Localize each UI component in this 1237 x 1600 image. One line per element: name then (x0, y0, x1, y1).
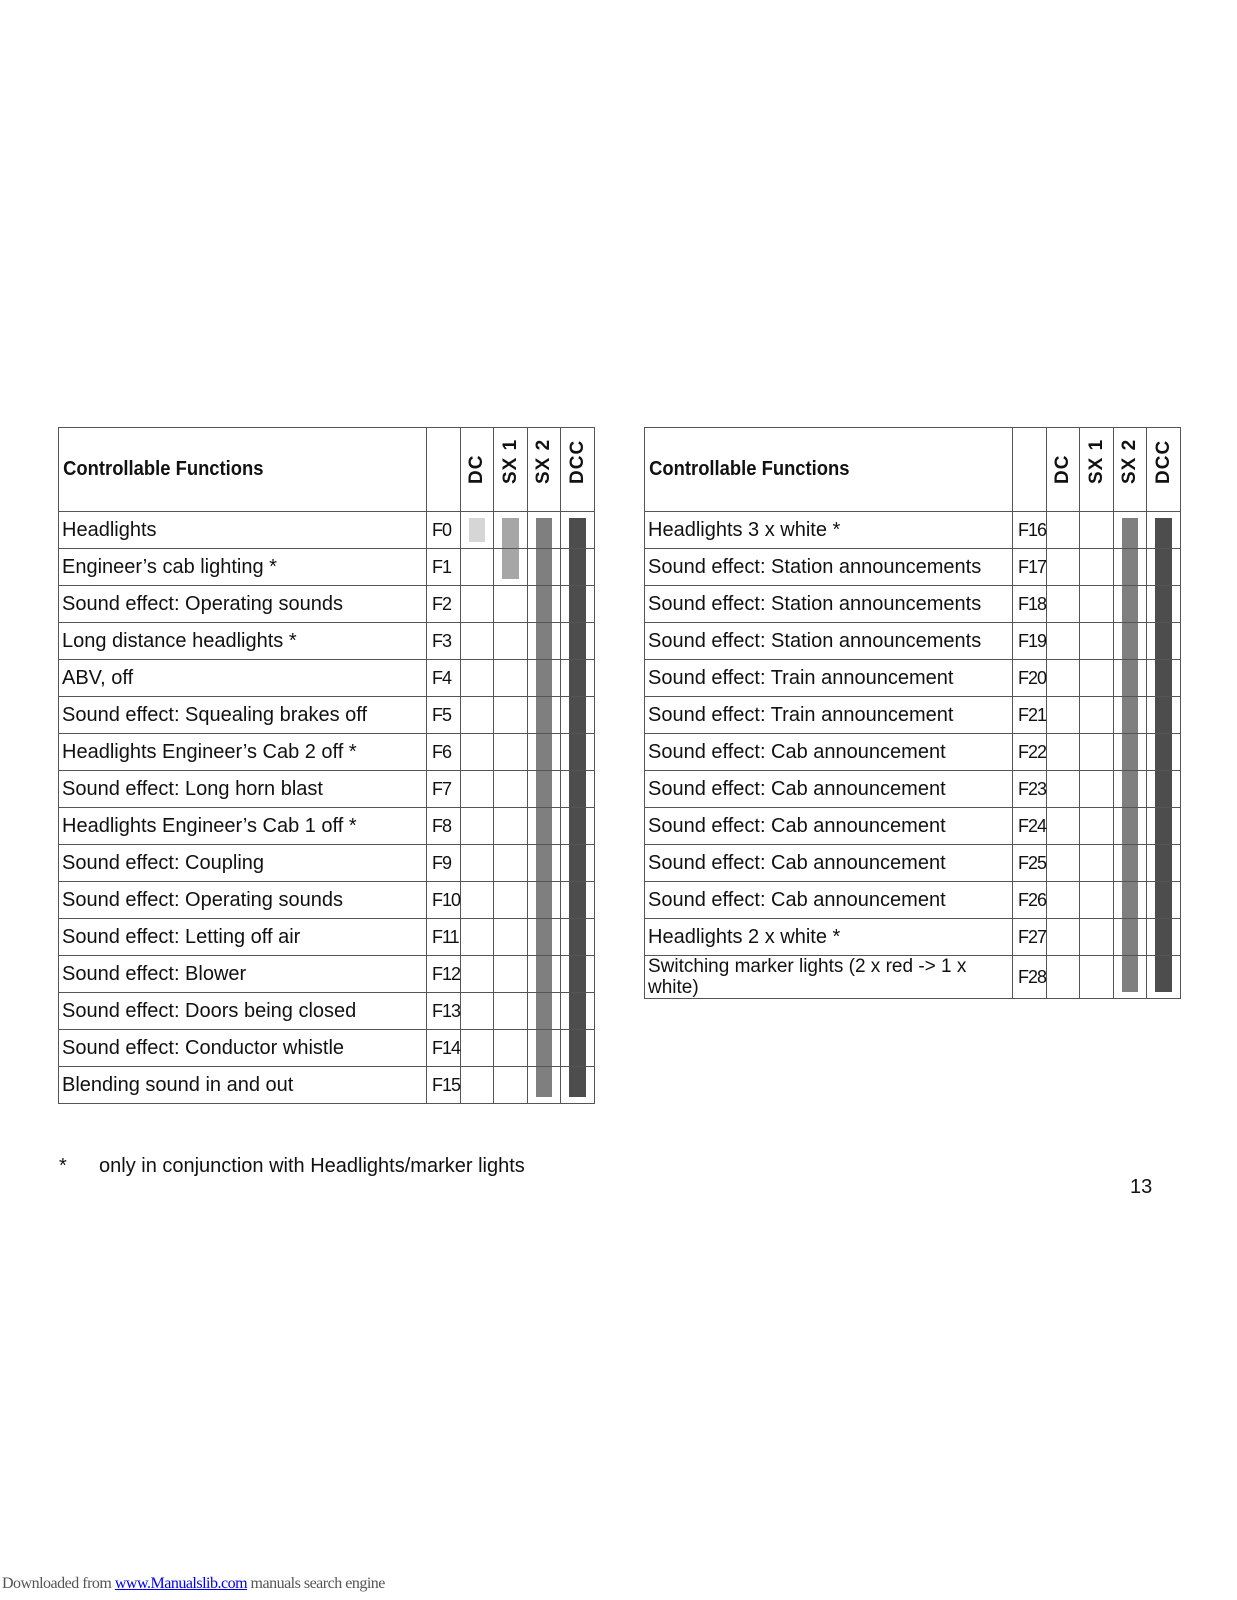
mode-cell-dc (1047, 549, 1080, 586)
support-bar-dcc (1155, 956, 1172, 992)
mode-cell-sx1 (1080, 919, 1114, 956)
mode-cell-sx2 (528, 549, 561, 586)
support-bar-dcc (1155, 771, 1172, 807)
mode-cell-dcc (561, 771, 595, 808)
function-code: F4 (427, 660, 461, 697)
mode-cell-dcc (561, 660, 595, 697)
function-name: Sound effect: Squealing brakes off (59, 697, 427, 734)
support-bar-dcc (569, 882, 586, 918)
support-bar-dcc (1155, 808, 1172, 844)
mode-cell-sx1 (1080, 882, 1114, 919)
mode-cell-sx2 (1114, 919, 1147, 956)
table-header-functions: Controllable Functions (59, 428, 398, 512)
footnote-mark: * (59, 1155, 67, 1177)
table-row (59, 623, 595, 660)
mode-cell-dc (461, 549, 494, 586)
function-code: F0 (427, 512, 461, 549)
table-row (59, 993, 595, 1030)
function-code: F18 (1013, 586, 1047, 623)
support-bar-dcc (1155, 660, 1172, 696)
function-name: Sound effect: Cab announcement (645, 808, 1013, 845)
footnote-text: only in conjunction with Headlights/marker lights (99, 1155, 525, 1177)
table-row (59, 1030, 595, 1067)
mode-cell-sx2 (1114, 549, 1147, 586)
functions-table-left (58, 427, 595, 1104)
mode-cell-sx2 (1114, 697, 1147, 734)
support-bar-sx2 (536, 808, 552, 844)
support-bar-sx2 (1122, 808, 1138, 844)
function-code: F26 (1013, 882, 1047, 919)
support-bar-dcc (1155, 586, 1172, 622)
support-bar-dcc (569, 1067, 586, 1097)
function-name: Sound effect: Operating sounds (59, 882, 427, 919)
support-bar-sx2 (536, 586, 552, 622)
function-code: F22 (1013, 734, 1047, 771)
manualslib-link[interactable]: www.Manualslib.com (114, 1575, 248, 1592)
support-bar-dcc (569, 1030, 586, 1066)
column-header-dc: DC (461, 428, 494, 512)
support-bar-sx2 (1122, 549, 1138, 585)
support-bar-dcc (569, 919, 586, 955)
table-row (59, 586, 595, 623)
mode-cell-dc (1047, 808, 1080, 845)
mode-cell-sx1 (494, 512, 528, 549)
function-name: Blending sound in and out (59, 1067, 427, 1104)
mode-cell-dc (461, 660, 494, 697)
support-bar-sx2 (1122, 623, 1138, 659)
function-name: Long distance headlights * (59, 623, 427, 660)
table-row (645, 956, 1181, 999)
table-row (645, 919, 1181, 956)
mode-cell-dc (1047, 956, 1080, 999)
mode-cell-sx1 (1080, 623, 1114, 660)
function-code: F27 (1013, 919, 1047, 956)
support-bar-sx2 (1122, 586, 1138, 622)
table-row (645, 808, 1181, 845)
mode-cell-dcc (1147, 734, 1181, 771)
column-header-dc: DC (1047, 428, 1080, 512)
mode-cell-sx2 (1114, 956, 1147, 999)
function-code: F5 (427, 697, 461, 734)
mode-cell-dc (1047, 623, 1080, 660)
support-bar-sx2 (536, 734, 552, 770)
function-name: Sound effect: Station announcements (645, 586, 1013, 623)
download-notice (2, 1575, 385, 1593)
mode-cell-dc (1047, 697, 1080, 734)
mode-cell-sx1 (1080, 549, 1114, 586)
mode-cell-sx1 (1080, 808, 1114, 845)
mode-cell-sx1 (494, 734, 528, 771)
mode-cell-sx1 (494, 660, 528, 697)
column-header-dcc: DCC (1147, 428, 1181, 512)
function-name: Sound effect: Cab announcement (645, 882, 1013, 919)
support-bar-dcc (569, 549, 586, 585)
mode-cell-sx1 (494, 956, 528, 993)
mode-cell-dc (1047, 919, 1080, 956)
function-code: F15 (427, 1067, 461, 1104)
support-bar-dcc (569, 771, 586, 807)
column-header-sx2: SX 2 (528, 428, 561, 512)
support-bar-sx2 (536, 845, 552, 881)
mode-cell-sx2 (1114, 734, 1147, 771)
mode-cell-dc (461, 512, 494, 549)
mode-cell-sx1 (1080, 771, 1114, 808)
mode-cell-sx2 (528, 1067, 561, 1104)
function-name: Sound effect: Blower (59, 956, 427, 993)
mode-cell-dcc (1147, 549, 1181, 586)
mode-cell-dc (1047, 771, 1080, 808)
function-name: Sound effect: Letting off air (59, 919, 427, 956)
function-name: Headlights 2 x white * (645, 919, 1013, 956)
function-code: F24 (1013, 808, 1047, 845)
support-bar-sx2 (536, 956, 552, 992)
function-name: Sound effect: Operating sounds (59, 586, 427, 623)
support-bar-sx2 (1122, 771, 1138, 807)
table-header-code (427, 428, 461, 512)
function-name: Sound effect: Coupling (59, 845, 427, 882)
support-bar-dcc (569, 586, 586, 622)
mode-cell-dcc (561, 845, 595, 882)
table-row (59, 808, 595, 845)
support-bar-dcc (1155, 845, 1172, 881)
function-code: F23 (1013, 771, 1047, 808)
function-code: F8 (427, 808, 461, 845)
mode-cell-sx2 (1114, 771, 1147, 808)
mode-cell-sx1 (1080, 734, 1114, 771)
mode-cell-sx1 (494, 623, 528, 660)
function-name: Sound effect: Conductor whistle (59, 1030, 427, 1067)
mode-cell-sx2 (528, 623, 561, 660)
function-code: F13 (427, 993, 461, 1030)
support-bar-sx2 (1122, 518, 1138, 548)
function-code: F17 (1013, 549, 1047, 586)
mode-cell-sx1 (1080, 660, 1114, 697)
mode-cell-sx2 (528, 919, 561, 956)
support-bar-sx2 (536, 697, 552, 733)
functions-table-right (644, 427, 1181, 999)
function-name: Headlights Engineer’s Cab 2 off * (59, 734, 427, 771)
mode-cell-sx1 (1080, 697, 1114, 734)
mode-cell-sx1 (494, 1030, 528, 1067)
table-header-functions: Controllable Functions (645, 428, 984, 512)
support-bar-dcc (1155, 882, 1172, 918)
mode-cell-sx2 (1114, 586, 1147, 623)
mode-cell-sx2 (1114, 623, 1147, 660)
support-bar-sx2 (536, 660, 552, 696)
table-row (645, 771, 1181, 808)
mode-cell-dcc (561, 808, 595, 845)
mode-cell-sx1 (494, 919, 528, 956)
mode-cell-sx2 (1114, 845, 1147, 882)
mode-cell-sx1 (1080, 512, 1114, 549)
mode-cell-sx2 (1114, 660, 1147, 697)
table-row (645, 882, 1181, 919)
mode-cell-sx2 (528, 993, 561, 1030)
table-row (59, 919, 595, 956)
mode-cell-dc (461, 993, 494, 1030)
support-bar-sx2 (536, 1067, 552, 1097)
table-row (645, 623, 1181, 660)
mode-cell-dc (461, 623, 494, 660)
mode-cell-dcc (1147, 660, 1181, 697)
mode-cell-sx2 (528, 660, 561, 697)
function-name: Sound effect: Cab announcement (645, 845, 1013, 882)
table-row (645, 586, 1181, 623)
mode-cell-dc (461, 919, 494, 956)
mode-cell-dcc (561, 1067, 595, 1104)
mode-cell-dcc (561, 586, 595, 623)
mode-cell-sx2 (528, 882, 561, 919)
mode-cell-sx2 (528, 808, 561, 845)
support-bar-dcc (1155, 734, 1172, 770)
function-code: F25 (1013, 845, 1047, 882)
mode-cell-dcc (561, 956, 595, 993)
table-row (645, 845, 1181, 882)
mode-cell-dcc (1147, 586, 1181, 623)
mode-cell-sx1 (494, 697, 528, 734)
support-bar-dcc (569, 956, 586, 992)
mode-cell-dcc (1147, 697, 1181, 734)
support-bar-sx2 (536, 919, 552, 955)
support-bar-sx2 (1122, 882, 1138, 918)
mode-cell-sx1 (494, 845, 528, 882)
function-name: Engineer’s cab lighting * (59, 549, 427, 586)
mode-cell-dc (1047, 882, 1080, 919)
mode-cell-dcc (561, 882, 595, 919)
support-bar-dcc (1155, 697, 1172, 733)
mode-cell-dcc (1147, 512, 1181, 549)
mode-cell-dc (461, 956, 494, 993)
mode-cell-dc (1047, 660, 1080, 697)
mode-cell-dc (461, 1067, 494, 1104)
column-header-sx1: SX 1 (494, 428, 528, 512)
support-bar-dcc (1155, 623, 1172, 659)
function-code: F28 (1013, 956, 1047, 999)
function-code: F14 (427, 1030, 461, 1067)
function-name: Sound effect: Cab announcement (645, 771, 1013, 808)
function-code: F10 (427, 882, 461, 919)
support-bar-dcc (1155, 518, 1172, 548)
support-bar-dcc (569, 623, 586, 659)
support-bar-sx1 (502, 518, 519, 548)
function-name: Headlights 3 x white * (645, 512, 1013, 549)
support-bar-dc (469, 518, 485, 542)
table-row (59, 697, 595, 734)
mode-cell-sx2 (528, 956, 561, 993)
table-row (59, 956, 595, 993)
mode-cell-dc (461, 697, 494, 734)
mode-cell-sx2 (1114, 882, 1147, 919)
mode-cell-sx2 (528, 845, 561, 882)
mode-cell-dc (461, 845, 494, 882)
function-name: Sound effect: Train announcement (645, 660, 1013, 697)
support-bar-dcc (569, 993, 586, 1029)
mode-cell-sx2 (528, 697, 561, 734)
table-row (59, 845, 595, 882)
support-bar-sx2 (1122, 734, 1138, 770)
support-bar-sx2 (1122, 956, 1138, 992)
table-row (59, 549, 595, 586)
mode-cell-sx2 (528, 586, 561, 623)
mode-cell-dcc (1147, 808, 1181, 845)
function-code: F11 (427, 919, 461, 956)
mode-cell-sx2 (528, 512, 561, 549)
download-prefix: Downloaded from (2, 1575, 112, 1592)
mode-cell-sx2 (528, 771, 561, 808)
support-bar-sx2 (1122, 697, 1138, 733)
support-bar-sx2 (536, 1030, 552, 1066)
function-code: F6 (427, 734, 461, 771)
mode-cell-sx1 (494, 549, 528, 586)
function-name: Sound effect: Long horn blast (59, 771, 427, 808)
support-bar-dcc (1155, 919, 1172, 955)
table-row (59, 512, 595, 549)
function-name: ABV, off (59, 660, 427, 697)
table-row (645, 549, 1181, 586)
function-code: F2 (427, 586, 461, 623)
function-name: Switching marker lights (2 x red -> 1 x white) (645, 956, 1013, 999)
table-row (59, 1067, 595, 1104)
mode-cell-dcc (561, 697, 595, 734)
mode-cell-dc (461, 586, 494, 623)
support-bar-dcc (569, 660, 586, 696)
table-row (645, 660, 1181, 697)
mode-cell-dc (461, 1030, 494, 1067)
mode-cell-sx1 (494, 993, 528, 1030)
table-row (645, 512, 1181, 549)
mode-cell-dcc (1147, 771, 1181, 808)
mode-cell-dc (461, 808, 494, 845)
mode-cell-dcc (561, 919, 595, 956)
mode-cell-dcc (1147, 882, 1181, 919)
support-bar-sx2 (536, 549, 552, 585)
mode-cell-sx2 (1114, 808, 1147, 845)
mode-cell-dcc (1147, 623, 1181, 660)
table-row (59, 882, 595, 919)
column-header-sx2: SX 2 (1114, 428, 1147, 512)
function-name: Headlights (59, 512, 427, 549)
mode-cell-dc (461, 734, 494, 771)
mode-cell-dc (1047, 845, 1080, 882)
mode-cell-dc (1047, 586, 1080, 623)
support-bar-sx2 (536, 623, 552, 659)
support-bar-dcc (1155, 549, 1172, 585)
support-bar-dcc (569, 845, 586, 881)
table-header-code (1013, 428, 1047, 512)
mode-cell-sx1 (494, 771, 528, 808)
mode-cell-dcc (561, 623, 595, 660)
support-bar-sx1 (502, 549, 519, 579)
support-bar-dcc (569, 808, 586, 844)
mode-cell-sx2 (528, 1030, 561, 1067)
support-bar-dcc (569, 697, 586, 733)
function-code: F19 (1013, 623, 1047, 660)
table-row (645, 734, 1181, 771)
support-bar-sx2 (1122, 660, 1138, 696)
mode-cell-dc (1047, 734, 1080, 771)
mode-cell-dcc (561, 993, 595, 1030)
function-code: F9 (427, 845, 461, 882)
function-code: F21 (1013, 697, 1047, 734)
mode-cell-sx1 (494, 586, 528, 623)
mode-cell-dcc (561, 549, 595, 586)
function-code: F3 (427, 623, 461, 660)
mode-cell-sx2 (1114, 512, 1147, 549)
function-code: F12 (427, 956, 461, 993)
column-header-dcc: DCC (561, 428, 595, 512)
mode-cell-sx1 (494, 808, 528, 845)
mode-cell-dcc (561, 1030, 595, 1067)
table-row (59, 660, 595, 697)
download-suffix: manuals search engine (250, 1575, 385, 1592)
function-code: F16 (1013, 512, 1047, 549)
support-bar-sx2 (1122, 845, 1138, 881)
function-name: Sound effect: Doors being closed (59, 993, 427, 1030)
column-header-sx1: SX 1 (1080, 428, 1114, 512)
function-name: Sound effect: Station announcements (645, 623, 1013, 660)
mode-cell-dc (461, 771, 494, 808)
mode-cell-sx1 (494, 882, 528, 919)
function-name: Headlights Engineer’s Cab 1 off * (59, 808, 427, 845)
mode-cell-sx1 (1080, 956, 1114, 999)
mode-cell-dcc (1147, 919, 1181, 956)
function-code: F1 (427, 549, 461, 586)
table-row (59, 734, 595, 771)
mode-cell-dc (1047, 512, 1080, 549)
table-row (59, 771, 595, 808)
support-bar-sx2 (536, 993, 552, 1029)
mode-cell-dcc (561, 734, 595, 771)
footnote (59, 1155, 525, 1178)
support-bar-sx2 (536, 882, 552, 918)
support-bar-sx2 (536, 771, 552, 807)
support-bar-sx2 (1122, 919, 1138, 955)
mode-cell-sx1 (1080, 586, 1114, 623)
page-number: 13 (1130, 1176, 1153, 1198)
mode-cell-sx1 (1080, 845, 1114, 882)
support-bar-dcc (569, 518, 586, 548)
mode-cell-dc (461, 882, 494, 919)
table-row (645, 697, 1181, 734)
function-name: Sound effect: Cab announcement (645, 734, 1013, 771)
support-bar-sx2 (536, 518, 552, 548)
function-code: F7 (427, 771, 461, 808)
function-name: Sound effect: Train announcement (645, 697, 1013, 734)
mode-cell-sx2 (528, 734, 561, 771)
mode-cell-sx1 (494, 1067, 528, 1104)
mode-cell-dcc (561, 512, 595, 549)
function-name: Sound effect: Station announcements (645, 549, 1013, 586)
function-code: F20 (1013, 660, 1047, 697)
support-bar-dcc (569, 734, 586, 770)
mode-cell-dcc (1147, 956, 1181, 999)
mode-cell-dcc (1147, 845, 1181, 882)
